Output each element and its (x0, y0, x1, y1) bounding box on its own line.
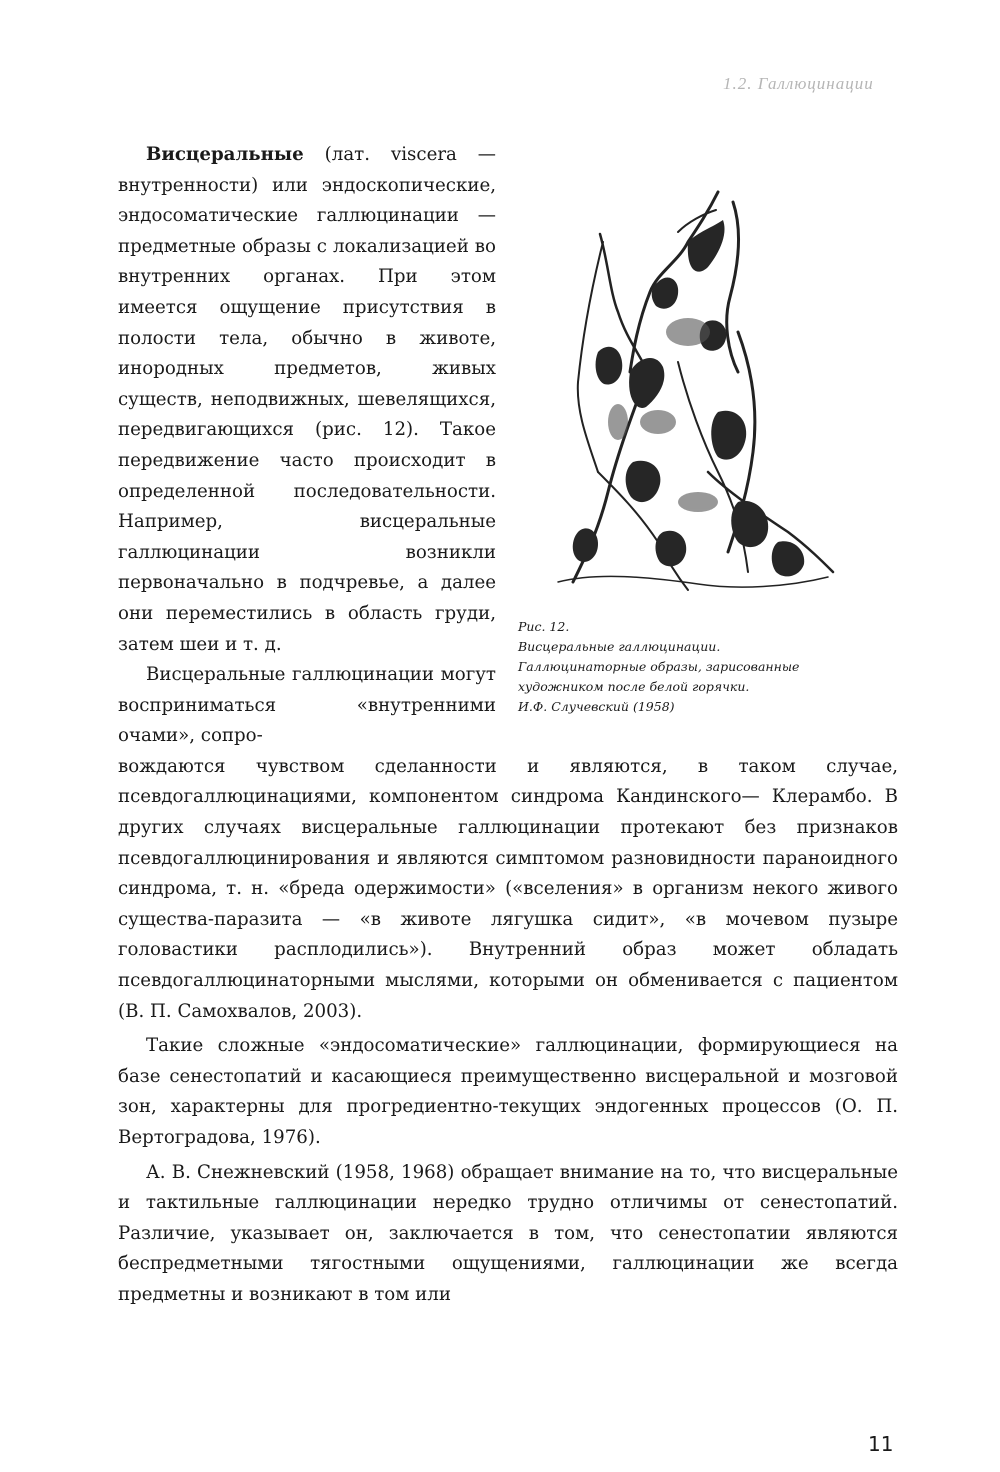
caption-credit: И.Ф. Случевский (1958) (518, 699, 675, 714)
paragraph-continuation: вождаются чувством сделанности и являются, в таком случае, псевдогаллюцинациями, компонентом синдрома Кандинского— Клерамбо. В других случаях висцеральные галлюцинации протекают без признаков псевдогаллюцинирования и являются симптомом разновидности параноидного синдрома, т. н. «бреда одержимости» («вселения» в организм некого живого существа-паразита — «в животе лягушка сидит», «в мочевом пузыре головастики расплодились»). Внутренний образ может обладать псевдогаллюцинаторными мыслями, которыми он обменивается с пациентом (В. П. Самохвалов, 2003). (118, 755, 898, 1022)
caption-line: Галлюцинаторные образы, зарисованные (518, 659, 800, 674)
paragraph: Висцеральные галлюцинации могут восприниматься «внутренними очами», сопро- (118, 664, 496, 747)
paragraph-text: (лат. viscera — внутренности) или эндоскопические, эндосоматические галлюцинации — предметные образы с локализацией во внутренних органах. При этом имеется ощущение присутствия в полости тела, обычно в животе, инородных предметов, живых существ, неподвижных, шевелящихся, передвигающихся (рис. 12). Такое передвижение часто происходит в определенной последовательности. Например, висцеральные галлюцинации возникли первоначально в подчревье, а далее они переместились в область груди, затем шеи и т. д. (118, 144, 496, 655)
caption-number: Рис. 12. (518, 619, 570, 634)
paragraph: А. В. Снежневский (1958, 1968) обращает внимание на то, что висцеральные и тактильные галлюцинации нередко трудно отличимы от сенестопатий. Различие, указывает он, заключается в том, что сенестопатии являются беспредметными тягостными ощущениями, галлюцинации же всегда предметны и возникают в том или (118, 1161, 898, 1305)
caption-line: художником после белой горячки. (518, 679, 750, 694)
body-text (118, 140, 898, 1311)
term-visceral: Висцеральные (146, 144, 304, 165)
paragraph (118, 140, 496, 660)
running-head: 1.2. Галлюцинации (723, 74, 874, 93)
paragraph: Такие сложные «эндосоматические» галлюцинации, формирующиеся на базе сенестопатий и касающиеся преимущественно висцеральной и мозговой зон, характерны для прогредиентно-текущих эндогенных процессов (О. П. Вертоградова, 1976). (118, 1035, 898, 1148)
page-number: 11 (868, 1432, 894, 1456)
caption-title: Висцеральные галлюцинации. (518, 639, 721, 654)
